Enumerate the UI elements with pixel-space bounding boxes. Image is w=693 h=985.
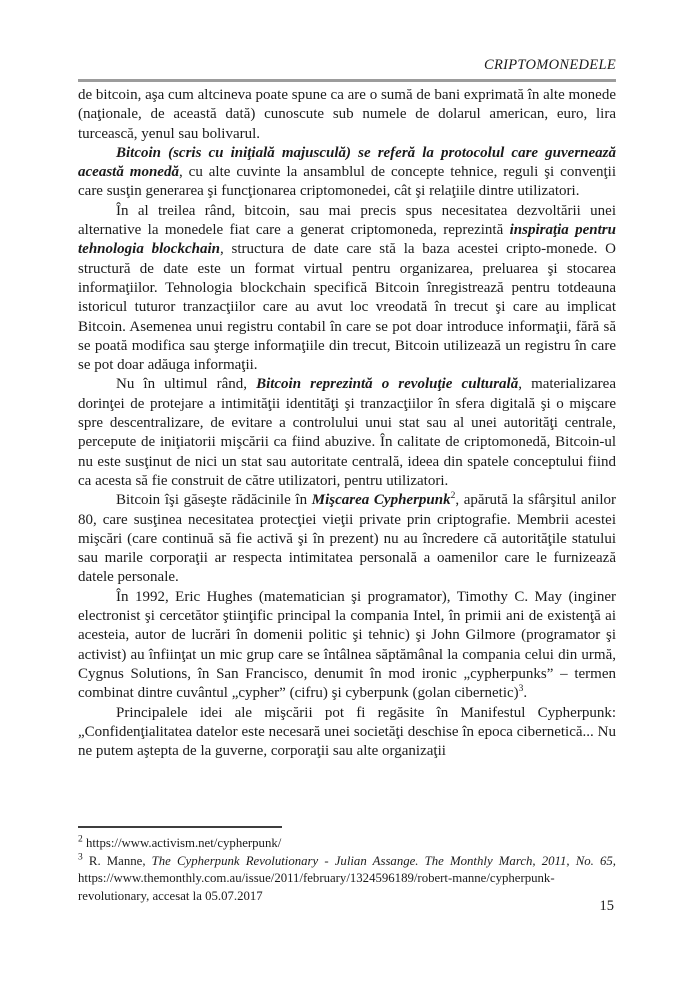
paragraph: [78, 491, 616, 587]
paragraph: [78, 375, 616, 491]
text-segment: Nu în ultimul rând,: [116, 376, 257, 393]
footnote-reference: 3: [518, 684, 524, 695]
paragraph: [78, 86, 616, 144]
text-segment: .: [523, 685, 528, 702]
header-rule: [78, 79, 616, 82]
text-segment: Bitcoin (scris cu iniţială majusculă) se referă la protocolul care guvernează această monedă: [78, 144, 616, 181]
text-segment: , materializarea dorinţei de protejare a intimităţii identităţi şi tranzacţiilor în sfera digitală şi o mişcare spre descentralizare, de evitare a controlului unui stat sau al unei autorităţi centrale, percepute de iniţiatorii mişcării ca fiind abuzive. În calitate de criptomonedă, Bitcoin-ul nu este susţinut de nici un stat sau autoritate centrală, ideea din spatele conceptului fiind ca acesta să fie construit de către utilizatori, pentru utilizatori.: [78, 376, 616, 489]
body-paragraphs: [78, 86, 616, 761]
text-segment: R. Manne,: [88, 853, 152, 868]
footnotes-list: [78, 835, 616, 905]
text-segment: În 1992, Eric Hughes (matematician şi programator), Timothy C. May (inginer electronist şi cercetător ştiinţific principal la compania Intel, în primii ani de existenţă ai acesteia, autor de lucrări în domenii politic şi tehnic) şi John Gilmore (programator şi activist) au înfiinţat un mic grup care se întâlnea săptămânal la compania celui din urmă, Cygnus Solutions, în San Francisco, denumit în mod ironic „cypherpunks” – termen combinat dintre cuvântul „cypher” (cifru) şi cyberpunk (golan cibernetic): [78, 588, 616, 702]
text-segment: The Cypherpunk Revolutionary - Julian Assange. The Monthly March, 2011, No. 65,: [151, 853, 617, 868]
text-segment: , apărută la sfârşitul anilor 80, care susţinea necesitatea protecţiei vieţii private prin criptografie. Membrii acestei mişcări (care continuă să fie activă şi în prezent) nu au încredere că autorităţile statului sau marile corporaţii ar respecta intimitatea personală a oamenilor care le furnizează datele personale.: [78, 492, 616, 586]
page-number: 15: [599, 898, 614, 914]
text-segment: Bitcoin reprezintă o revoluţie culturală: [256, 376, 519, 393]
paragraph: [78, 144, 616, 202]
text-segment: https://www.themonthly.com.au/issue/2011/february/1324596189/robert-manne/cypherpunk-revolutionary, accesat la 05.07.2017: [78, 871, 555, 903]
running-title: CRIPTOMONEDELE: [483, 57, 616, 73]
footnote: [78, 835, 616, 853]
paragraph: [78, 704, 616, 762]
text-segment: În al treilea rând, bitcoin, sau mai precis spus necesitatea dezvoltării unei alternative la monedele fiat care a generat criptomoneda, reprezintă: [78, 202, 616, 239]
text-segment: de bitcoin, aşa cum altcineva poate spune ca are o sumă de bani exprimată în alte monede (naţionale, de această dată) cunoscute sub numele de dolarul american, euro, lira turcească, yenul sau bolivarul.: [78, 87, 616, 142]
text-segment: inspiraţia pentru tehnologia blockchain: [78, 222, 616, 258]
text-segment: Bitcoin îşi găseşte rădăcinile în: [116, 492, 312, 509]
paragraph: [78, 202, 616, 376]
text-segment: , cu alte cuvinte la ansamblul de concepte tehnice, reguli şi convenţii care susţin generarea şi funcţionarea criptomonedei, cât şi relaţiile dintre utilizatori.: [78, 164, 616, 200]
footnote-rule: [78, 826, 282, 828]
text-column: [78, 0, 616, 761]
text-segment: , structura de date care stă la baza acestei cripto-monede. O structură de date este un format virtual pentru organizarea, preluarea şi stocarea informaţiilor. Tehnologia blockchain specifică Bitcoin înregistrează pentru totdeauna istoricul tuturor tranzacţiilor care au avut loc vreodată în trecut şi care au implicat Bitcoin. Asemenea unui registru contabil în care se pot doar introduce informaţii, fără să se poată modifica sau şterge informaţiile din trecut, Bitcoin utilizează un registru în care se pot doar adăuga informaţii.: [78, 241, 616, 374]
footnote-marker: 2: [78, 834, 83, 845]
footnote-marker: 3: [78, 852, 83, 863]
text-segment: https://www.activism.net/cypherpunk/: [85, 836, 282, 850]
text-segment: Principalele idei ale mişcării pot fi regăsite în Manifestul Cypherpunk: „Confidenţialitatea datelor este necesară unei societăţi deschise în epoca cibernetică... Nu ne putem aştepta de la guverne, corporaţii sau alte organizaţii: [78, 704, 616, 760]
text-segment: Mişcarea Cypherpunk: [311, 492, 451, 509]
page-header: [78, 0, 616, 82]
footnote: [78, 853, 616, 906]
footnote-reference: 2: [450, 491, 456, 502]
paragraph: [78, 588, 616, 704]
page-footer: [78, 826, 616, 905]
